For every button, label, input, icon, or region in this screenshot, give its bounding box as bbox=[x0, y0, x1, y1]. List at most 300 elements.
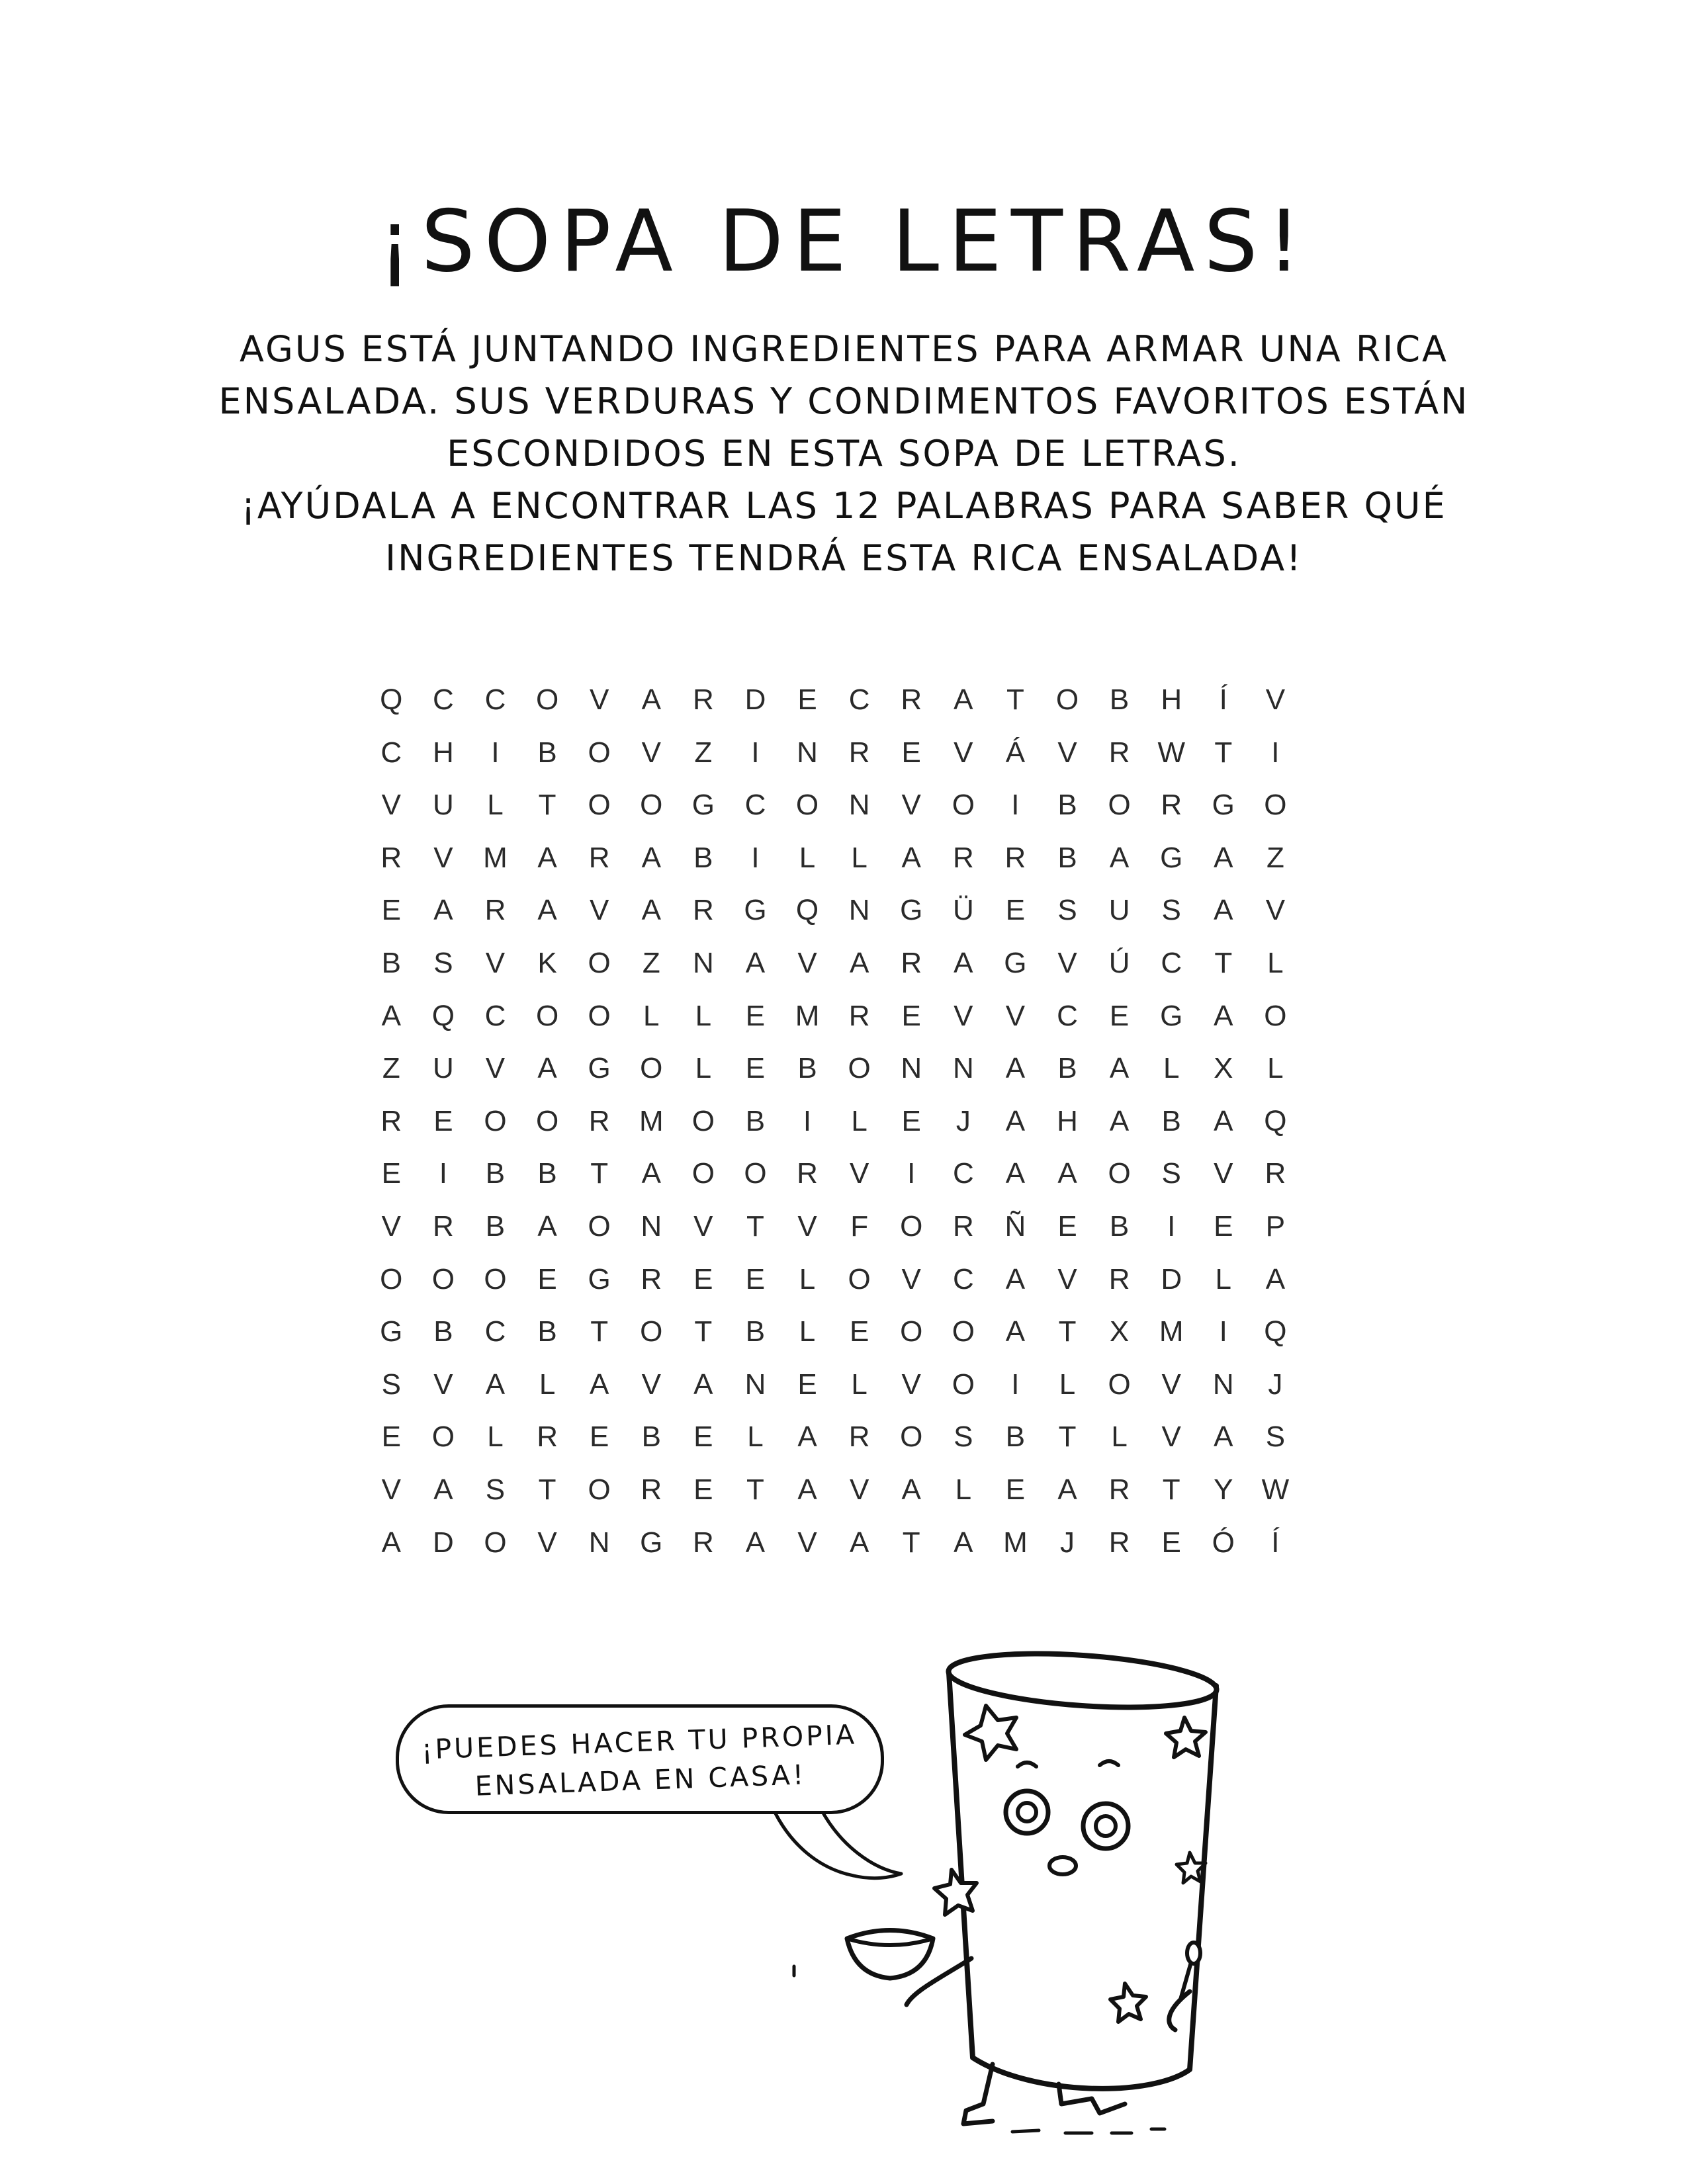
grid-letter[interactable]: A bbox=[433, 1473, 453, 1506]
grid-letter[interactable]: R bbox=[1108, 1473, 1130, 1506]
grid-letter[interactable]: S bbox=[433, 946, 453, 979]
grid-letter[interactable]: A bbox=[1005, 1104, 1026, 1137]
grid-letter[interactable]: A bbox=[849, 1526, 869, 1559]
grid-letter[interactable]: A bbox=[954, 1526, 973, 1559]
grid-letter[interactable]: O bbox=[795, 789, 819, 822]
grid-letter[interactable]: L bbox=[851, 841, 867, 874]
grid-letter[interactable]: A bbox=[1214, 841, 1233, 874]
grid-letter[interactable]: V bbox=[1005, 999, 1026, 1032]
grid-letter[interactable]: A bbox=[537, 1209, 557, 1243]
grid-letter[interactable]: G bbox=[691, 789, 715, 822]
grid-letter[interactable]: O bbox=[691, 1157, 715, 1190]
grid-letter[interactable]: N bbox=[952, 1052, 974, 1085]
grid-letter[interactable]: V bbox=[433, 841, 453, 874]
grid-letter[interactable]: R bbox=[1108, 1526, 1130, 1559]
grid-letter[interactable]: E bbox=[693, 1420, 713, 1454]
grid-letter[interactable]: E bbox=[381, 894, 401, 927]
grid-letter[interactable]: V bbox=[1214, 1157, 1233, 1190]
grid-letter[interactable]: O bbox=[640, 1315, 663, 1348]
grid-letter[interactable]: A bbox=[641, 894, 661, 927]
grid-letter[interactable]: D bbox=[744, 683, 766, 716]
grid-letter[interactable]: L bbox=[1059, 1368, 1076, 1401]
grid-letter[interactable]: L bbox=[851, 1104, 867, 1137]
grid-letter[interactable]: L bbox=[1111, 1420, 1128, 1454]
grid-letter[interactable]: O bbox=[691, 1104, 715, 1137]
grid-letter[interactable]: R bbox=[952, 841, 974, 874]
grid-letter[interactable]: I bbox=[907, 1157, 916, 1190]
grid-letter[interactable]: R bbox=[901, 683, 922, 716]
grid-letter[interactable]: R bbox=[692, 683, 714, 716]
grid-letter[interactable]: V bbox=[381, 1209, 401, 1243]
grid-letter[interactable]: R bbox=[641, 1262, 662, 1295]
grid-letter[interactable]: Z bbox=[382, 1052, 400, 1085]
grid-letter[interactable]: B bbox=[693, 841, 713, 874]
grid-letter[interactable]: O bbox=[588, 789, 611, 822]
grid-letter[interactable]: O bbox=[952, 789, 975, 822]
grid-letter[interactable]: R bbox=[848, 736, 870, 769]
grid-letter[interactable]: R bbox=[1108, 736, 1130, 769]
grid-letter[interactable]: V bbox=[485, 1052, 506, 1085]
grid-letter[interactable]: V bbox=[901, 789, 921, 822]
grid-letter[interactable]: G bbox=[1160, 841, 1183, 874]
grid-letter[interactable]: E bbox=[797, 683, 817, 716]
grid-letter[interactable]: A bbox=[693, 1368, 713, 1401]
grid-letter[interactable]: Q bbox=[380, 683, 403, 716]
grid-letter[interactable]: V bbox=[485, 946, 506, 979]
grid-letter[interactable]: A bbox=[1057, 1473, 1077, 1506]
grid-letter[interactable]: S bbox=[1057, 894, 1077, 927]
grid-letter[interactable]: O bbox=[640, 1052, 663, 1085]
grid-letter[interactable]: E bbox=[381, 1157, 401, 1190]
grid-letter[interactable]: T bbox=[694, 1315, 713, 1348]
grid-letter[interactable]: A bbox=[849, 946, 869, 979]
grid-letter[interactable]: B bbox=[433, 1315, 453, 1348]
grid-letter[interactable]: T bbox=[538, 1473, 556, 1506]
grid-letter[interactable]: Ó bbox=[1212, 1526, 1235, 1559]
grid-letter[interactable]: E bbox=[901, 1104, 921, 1137]
grid-letter[interactable]: U bbox=[1108, 894, 1130, 927]
grid-letter[interactable]: I bbox=[803, 1104, 812, 1137]
grid-letter[interactable]: W bbox=[1157, 736, 1185, 769]
grid-letter[interactable]: E bbox=[433, 1104, 453, 1137]
grid-letter[interactable]: G bbox=[380, 1315, 403, 1348]
grid-letter[interactable]: V bbox=[797, 1209, 817, 1243]
grid-letter[interactable]: V bbox=[1161, 1368, 1181, 1401]
grid-letter[interactable]: O bbox=[1108, 789, 1131, 822]
grid-letter[interactable]: A bbox=[537, 894, 557, 927]
grid-letter[interactable]: C bbox=[952, 1157, 974, 1190]
grid-letter[interactable]: A bbox=[954, 946, 973, 979]
grid-letter[interactable]: C bbox=[433, 683, 454, 716]
grid-letter[interactable]: W bbox=[1261, 1473, 1290, 1506]
grid-letter[interactable]: O bbox=[484, 1104, 507, 1137]
grid-letter[interactable]: A bbox=[1214, 999, 1233, 1032]
grid-letter[interactable]: U bbox=[433, 789, 454, 822]
grid-letter[interactable]: S bbox=[381, 1368, 401, 1401]
grid-letter[interactable]: V bbox=[1057, 946, 1077, 979]
grid-letter[interactable]: C bbox=[1057, 999, 1078, 1032]
grid-letter[interactable]: V bbox=[589, 894, 609, 927]
grid-letter[interactable]: L bbox=[955, 1473, 972, 1506]
grid-letter[interactable]: A bbox=[485, 1368, 506, 1401]
grid-letter[interactable]: O bbox=[900, 1315, 923, 1348]
grid-letter[interactable]: H bbox=[433, 736, 454, 769]
grid-letter[interactable]: A bbox=[901, 1473, 921, 1506]
grid-letter[interactable]: A bbox=[641, 841, 661, 874]
grid-letter[interactable]: O bbox=[535, 999, 559, 1032]
grid-letter[interactable]: L bbox=[1267, 1052, 1284, 1085]
grid-letter[interactable]: A bbox=[537, 1052, 557, 1085]
grid-letter[interactable]: O bbox=[1055, 683, 1079, 716]
grid-letter[interactable]: N bbox=[692, 946, 714, 979]
grid-letter[interactable]: R bbox=[1161, 789, 1182, 822]
grid-letter[interactable]: R bbox=[537, 1420, 558, 1454]
grid-letter[interactable]: L bbox=[695, 1052, 712, 1085]
grid-letter[interactable]: S bbox=[485, 1473, 506, 1506]
grid-letter[interactable]: I bbox=[439, 1157, 447, 1190]
grid-letter[interactable]: M bbox=[483, 841, 508, 874]
grid-letter[interactable]: K bbox=[537, 946, 557, 979]
grid-letter[interactable]: T bbox=[902, 1526, 920, 1559]
grid-letter[interactable]: G bbox=[588, 1052, 611, 1085]
grid-letter[interactable]: T bbox=[1162, 1473, 1180, 1506]
grid-letter[interactable]: I bbox=[1011, 789, 1020, 822]
grid-letter[interactable]: L bbox=[1267, 946, 1284, 979]
grid-letter[interactable]: A bbox=[901, 841, 921, 874]
grid-letter[interactable]: H bbox=[1161, 683, 1182, 716]
grid-letter[interactable]: V bbox=[537, 1526, 557, 1559]
grid-letter[interactable]: T bbox=[538, 789, 556, 822]
grid-letter[interactable]: Q bbox=[795, 894, 819, 927]
grid-letter[interactable]: R bbox=[1108, 1262, 1130, 1295]
grid-letter[interactable]: S bbox=[1161, 894, 1181, 927]
grid-letter[interactable]: G bbox=[588, 1262, 611, 1295]
grid-letter[interactable]: C bbox=[484, 683, 506, 716]
grid-letter[interactable]: E bbox=[1057, 1209, 1077, 1243]
grid-letter[interactable]: G bbox=[640, 1526, 663, 1559]
grid-letter[interactable]: E bbox=[1161, 1526, 1181, 1559]
grid-letter[interactable]: V bbox=[901, 1262, 921, 1295]
grid-letter[interactable]: T bbox=[1006, 683, 1024, 716]
grid-letter[interactable]: O bbox=[1264, 789, 1287, 822]
grid-letter[interactable]: B bbox=[745, 1315, 766, 1348]
grid-letter[interactable]: N bbox=[848, 789, 870, 822]
grid-letter[interactable]: N bbox=[641, 1209, 662, 1243]
grid-letter[interactable]: E bbox=[537, 1262, 557, 1295]
grid-letter[interactable]: O bbox=[431, 1262, 455, 1295]
grid-letter[interactable]: B bbox=[1005, 1420, 1026, 1454]
grid-letter[interactable]: O bbox=[588, 736, 611, 769]
grid-letter[interactable]: V bbox=[849, 1473, 869, 1506]
grid-letter[interactable]: E bbox=[1005, 1473, 1026, 1506]
grid-letter[interactable]: O bbox=[588, 946, 611, 979]
grid-letter[interactable]: E bbox=[693, 1473, 713, 1506]
grid-letter[interactable]: R bbox=[380, 841, 402, 874]
grid-letter[interactable]: E bbox=[745, 1262, 766, 1295]
grid-letter[interactable]: Í bbox=[1271, 1526, 1280, 1559]
grid-letter[interactable]: R bbox=[848, 1420, 870, 1454]
grid-letter[interactable]: X bbox=[1214, 1052, 1233, 1085]
grid-letter[interactable]: B bbox=[537, 1157, 557, 1190]
grid-letter[interactable]: V bbox=[1057, 736, 1077, 769]
grid-letter[interactable]: V bbox=[954, 736, 973, 769]
grid-letter[interactable]: A bbox=[641, 683, 661, 716]
grid-letter[interactable]: B bbox=[485, 1209, 506, 1243]
grid-letter[interactable]: A bbox=[1214, 1420, 1233, 1454]
grid-letter[interactable]: V bbox=[954, 999, 973, 1032]
grid-letter[interactable]: C bbox=[848, 683, 870, 716]
grid-letter[interactable]: N bbox=[744, 1368, 766, 1401]
grid-letter[interactable]: L bbox=[487, 789, 504, 822]
grid-letter[interactable]: O bbox=[588, 1473, 611, 1506]
grid-letter[interactable]: A bbox=[641, 1157, 661, 1190]
grid-letter[interactable]: S bbox=[1265, 1420, 1286, 1454]
grid-letter[interactable]: B bbox=[1057, 789, 1077, 822]
grid-letter[interactable]: A bbox=[1109, 1052, 1130, 1085]
grid-letter[interactable]: O bbox=[535, 683, 559, 716]
grid-letter[interactable]: I bbox=[491, 736, 500, 769]
grid-letter[interactable]: V bbox=[589, 683, 609, 716]
grid-letter[interactable]: A bbox=[537, 841, 557, 874]
grid-letter[interactable]: Ü bbox=[952, 894, 974, 927]
grid-letter[interactable]: G bbox=[1212, 789, 1235, 822]
grid-letter[interactable]: L bbox=[487, 1420, 504, 1454]
grid-letter[interactable]: E bbox=[1005, 894, 1026, 927]
grid-letter[interactable]: A bbox=[589, 1368, 609, 1401]
grid-letter[interactable]: O bbox=[431, 1420, 455, 1454]
grid-letter[interactable]: A bbox=[1005, 1052, 1026, 1085]
grid-letter[interactable]: D bbox=[433, 1526, 454, 1559]
grid-letter[interactable]: E bbox=[693, 1262, 713, 1295]
grid-letter[interactable]: T bbox=[1214, 736, 1233, 769]
grid-letter[interactable]: A bbox=[745, 1526, 766, 1559]
grid-letter[interactable]: R bbox=[901, 946, 922, 979]
grid-letter[interactable]: R bbox=[692, 1526, 714, 1559]
grid-letter[interactable]: L bbox=[799, 1262, 816, 1295]
grid-letter[interactable]: U bbox=[433, 1052, 454, 1085]
grid-letter[interactable]: L bbox=[799, 1315, 816, 1348]
grid-letter[interactable]: R bbox=[797, 1157, 818, 1190]
grid-letter[interactable]: L bbox=[539, 1368, 556, 1401]
grid-letter[interactable]: Q bbox=[1264, 1104, 1287, 1137]
grid-letter[interactable]: Q bbox=[431, 999, 455, 1032]
grid-letter[interactable]: Z bbox=[642, 946, 660, 979]
grid-letter[interactable]: V bbox=[901, 1368, 921, 1401]
grid-letter[interactable]: M bbox=[795, 999, 820, 1032]
grid-letter[interactable]: L bbox=[643, 999, 660, 1032]
grid-letter[interactable]: V bbox=[797, 1526, 817, 1559]
grid-letter[interactable]: N bbox=[848, 894, 870, 927]
grid-letter[interactable]: N bbox=[1212, 1368, 1234, 1401]
grid-letter[interactable]: T bbox=[590, 1315, 609, 1348]
grid-letter[interactable]: O bbox=[952, 1368, 975, 1401]
grid-letter[interactable]: X bbox=[1109, 1315, 1130, 1348]
grid-letter[interactable]: B bbox=[537, 736, 557, 769]
grid-letter[interactable]: B bbox=[1109, 1209, 1130, 1243]
grid-letter[interactable]: R bbox=[692, 894, 714, 927]
grid-letter[interactable]: E bbox=[849, 1315, 869, 1348]
grid-letter[interactable]: N bbox=[797, 736, 818, 769]
grid-letter[interactable]: F bbox=[850, 1209, 869, 1243]
grid-letter[interactable]: E bbox=[797, 1368, 817, 1401]
grid-letter[interactable]: D bbox=[1161, 1262, 1182, 1295]
grid-letter[interactable]: B bbox=[1057, 841, 1077, 874]
grid-letter[interactable]: Q bbox=[1264, 1315, 1287, 1348]
grid-letter[interactable]: A bbox=[1109, 1104, 1130, 1137]
grid-letter[interactable]: A bbox=[1057, 1157, 1077, 1190]
grid-letter[interactable]: R bbox=[641, 1473, 662, 1506]
grid-letter[interactable]: T bbox=[1058, 1315, 1077, 1348]
grid-letter[interactable]: B bbox=[485, 1157, 506, 1190]
grid-letter[interactable]: I bbox=[1167, 1209, 1176, 1243]
grid-letter[interactable]: A bbox=[1109, 841, 1130, 874]
grid-letter[interactable]: A bbox=[1005, 1262, 1026, 1295]
grid-letter[interactable]: E bbox=[901, 999, 921, 1032]
grid-letter[interactable]: A bbox=[1214, 894, 1233, 927]
grid-letter[interactable]: B bbox=[745, 1104, 766, 1137]
grid-letter[interactable]: A bbox=[381, 999, 401, 1032]
grid-letter[interactable]: Z bbox=[694, 736, 713, 769]
grid-letter[interactable]: M bbox=[639, 1104, 664, 1137]
grid-letter[interactable]: E bbox=[745, 999, 766, 1032]
grid-letter[interactable]: L bbox=[1215, 1262, 1232, 1295]
grid-letter[interactable]: V bbox=[797, 946, 817, 979]
grid-letter[interactable]: R bbox=[484, 894, 506, 927]
grid-letter[interactable]: I bbox=[1271, 736, 1280, 769]
grid-letter[interactable]: V bbox=[1265, 683, 1286, 716]
grid-letter[interactable]: B bbox=[1161, 1104, 1181, 1137]
grid-letter[interactable]: A bbox=[954, 683, 973, 716]
grid-letter[interactable]: O bbox=[900, 1209, 923, 1243]
grid-letter[interactable]: E bbox=[745, 1052, 766, 1085]
grid-letter[interactable]: V bbox=[433, 1368, 453, 1401]
grid-letter[interactable]: A bbox=[1214, 1104, 1233, 1137]
grid-letter[interactable]: C bbox=[952, 1262, 974, 1295]
grid-letter[interactable]: S bbox=[1161, 1157, 1181, 1190]
grid-letter[interactable]: R bbox=[848, 999, 870, 1032]
grid-letter[interactable]: J bbox=[1268, 1368, 1283, 1401]
grid-letter[interactable]: E bbox=[589, 1420, 609, 1454]
grid-letter[interactable]: O bbox=[848, 1052, 871, 1085]
grid-letter[interactable]: Y bbox=[1214, 1473, 1233, 1506]
grid-letter[interactable]: V bbox=[641, 1368, 661, 1401]
grid-letter[interactable]: V bbox=[1161, 1420, 1181, 1454]
grid-letter[interactable]: V bbox=[693, 1209, 713, 1243]
grid-letter[interactable]: L bbox=[1163, 1052, 1180, 1085]
grid-letter[interactable]: O bbox=[848, 1262, 871, 1295]
grid-letter[interactable]: T bbox=[746, 1209, 764, 1243]
grid-letter[interactable]: Ñ bbox=[1004, 1209, 1026, 1243]
grid-letter[interactable]: O bbox=[484, 1526, 507, 1559]
grid-letter[interactable]: J bbox=[955, 1104, 971, 1137]
grid-letter[interactable]: C bbox=[484, 1315, 506, 1348]
grid-letter[interactable]: J bbox=[1060, 1526, 1075, 1559]
grid-letter[interactable]: R bbox=[380, 1104, 402, 1137]
grid-letter[interactable]: R bbox=[588, 1104, 610, 1137]
grid-letter[interactable]: B bbox=[537, 1315, 557, 1348]
grid-letter[interactable]: V bbox=[1057, 1262, 1077, 1295]
grid-letter[interactable]: O bbox=[640, 789, 663, 822]
grid-letter[interactable]: I bbox=[751, 736, 760, 769]
grid-letter[interactable]: S bbox=[954, 1420, 973, 1454]
grid-letter[interactable]: O bbox=[588, 1209, 611, 1243]
grid-letter[interactable]: B bbox=[1109, 683, 1130, 716]
grid-letter[interactable]: A bbox=[433, 894, 453, 927]
grid-letter[interactable]: Í bbox=[1219, 683, 1227, 716]
grid-letter[interactable]: I bbox=[751, 841, 760, 874]
grid-letter[interactable]: B bbox=[1057, 1052, 1077, 1085]
grid-letter[interactable]: L bbox=[799, 841, 816, 874]
grid-letter[interactable]: A bbox=[1005, 1157, 1026, 1190]
grid-letter[interactable]: H bbox=[1057, 1104, 1078, 1137]
grid-letter[interactable]: V bbox=[1265, 894, 1286, 927]
grid-letter[interactable]: O bbox=[900, 1420, 923, 1454]
grid-letter[interactable]: G bbox=[1004, 946, 1027, 979]
grid-letter[interactable]: C bbox=[484, 999, 506, 1032]
grid-letter[interactable]: O bbox=[1264, 999, 1287, 1032]
grid-letter[interactable]: C bbox=[1161, 946, 1182, 979]
grid-letter[interactable]: O bbox=[1108, 1368, 1131, 1401]
grid-letter[interactable]: T bbox=[590, 1157, 609, 1190]
grid-letter[interactable]: M bbox=[1159, 1315, 1184, 1348]
grid-letter[interactable]: N bbox=[901, 1052, 922, 1085]
grid-letter[interactable]: Ú bbox=[1108, 946, 1130, 979]
grid-letter[interactable]: C bbox=[380, 736, 402, 769]
grid-letter[interactable]: C bbox=[744, 789, 766, 822]
grid-letter[interactable]: O bbox=[1108, 1157, 1131, 1190]
grid-letter[interactable]: V bbox=[641, 736, 661, 769]
grid-letter[interactable]: R bbox=[1265, 1157, 1286, 1190]
grid-letter[interactable]: A bbox=[381, 1526, 401, 1559]
grid-letter[interactable]: V bbox=[381, 789, 401, 822]
grid-letter[interactable]: A bbox=[797, 1420, 817, 1454]
grid-letter[interactable]: R bbox=[952, 1209, 974, 1243]
grid-letter[interactable]: B bbox=[797, 1052, 817, 1085]
grid-letter[interactable]: P bbox=[1265, 1209, 1286, 1243]
grid-letter[interactable]: O bbox=[744, 1157, 767, 1190]
grid-letter[interactable]: T bbox=[1214, 946, 1233, 979]
grid-letter[interactable]: R bbox=[1004, 841, 1026, 874]
grid-letter[interactable]: G bbox=[1160, 999, 1183, 1032]
grid-letter[interactable]: M bbox=[1003, 1526, 1028, 1559]
grid-letter[interactable]: O bbox=[952, 1315, 975, 1348]
grid-letter[interactable]: I bbox=[1219, 1315, 1227, 1348]
grid-letter[interactable]: V bbox=[381, 1473, 401, 1506]
grid-letter[interactable]: G bbox=[900, 894, 923, 927]
grid-letter[interactable]: L bbox=[747, 1420, 764, 1454]
grid-letter[interactable]: V bbox=[849, 1157, 869, 1190]
grid-letter[interactable]: L bbox=[695, 999, 712, 1032]
grid-letter[interactable]: T bbox=[1058, 1420, 1077, 1454]
grid-letter[interactable]: L bbox=[851, 1368, 867, 1401]
grid-letter[interactable]: A bbox=[1265, 1262, 1286, 1295]
grid-letter[interactable]: N bbox=[588, 1526, 610, 1559]
grid-letter[interactable]: E bbox=[1214, 1209, 1233, 1243]
grid-letter[interactable]: O bbox=[535, 1104, 559, 1137]
grid-letter[interactable]: B bbox=[381, 946, 401, 979]
grid-letter[interactable]: Á bbox=[1005, 736, 1026, 769]
grid-letter[interactable]: A bbox=[1005, 1315, 1026, 1348]
grid-letter[interactable]: E bbox=[381, 1420, 401, 1454]
grid-letter[interactable]: E bbox=[1109, 999, 1130, 1032]
grid-letter[interactable]: T bbox=[746, 1473, 764, 1506]
grid-letter[interactable]: E bbox=[901, 736, 921, 769]
grid-letter[interactable]: G bbox=[744, 894, 767, 927]
grid-letter[interactable]: A bbox=[797, 1473, 817, 1506]
grid-letter[interactable]: O bbox=[588, 999, 611, 1032]
grid-letter[interactable]: A bbox=[745, 946, 766, 979]
grid-letter[interactable]: R bbox=[588, 841, 610, 874]
